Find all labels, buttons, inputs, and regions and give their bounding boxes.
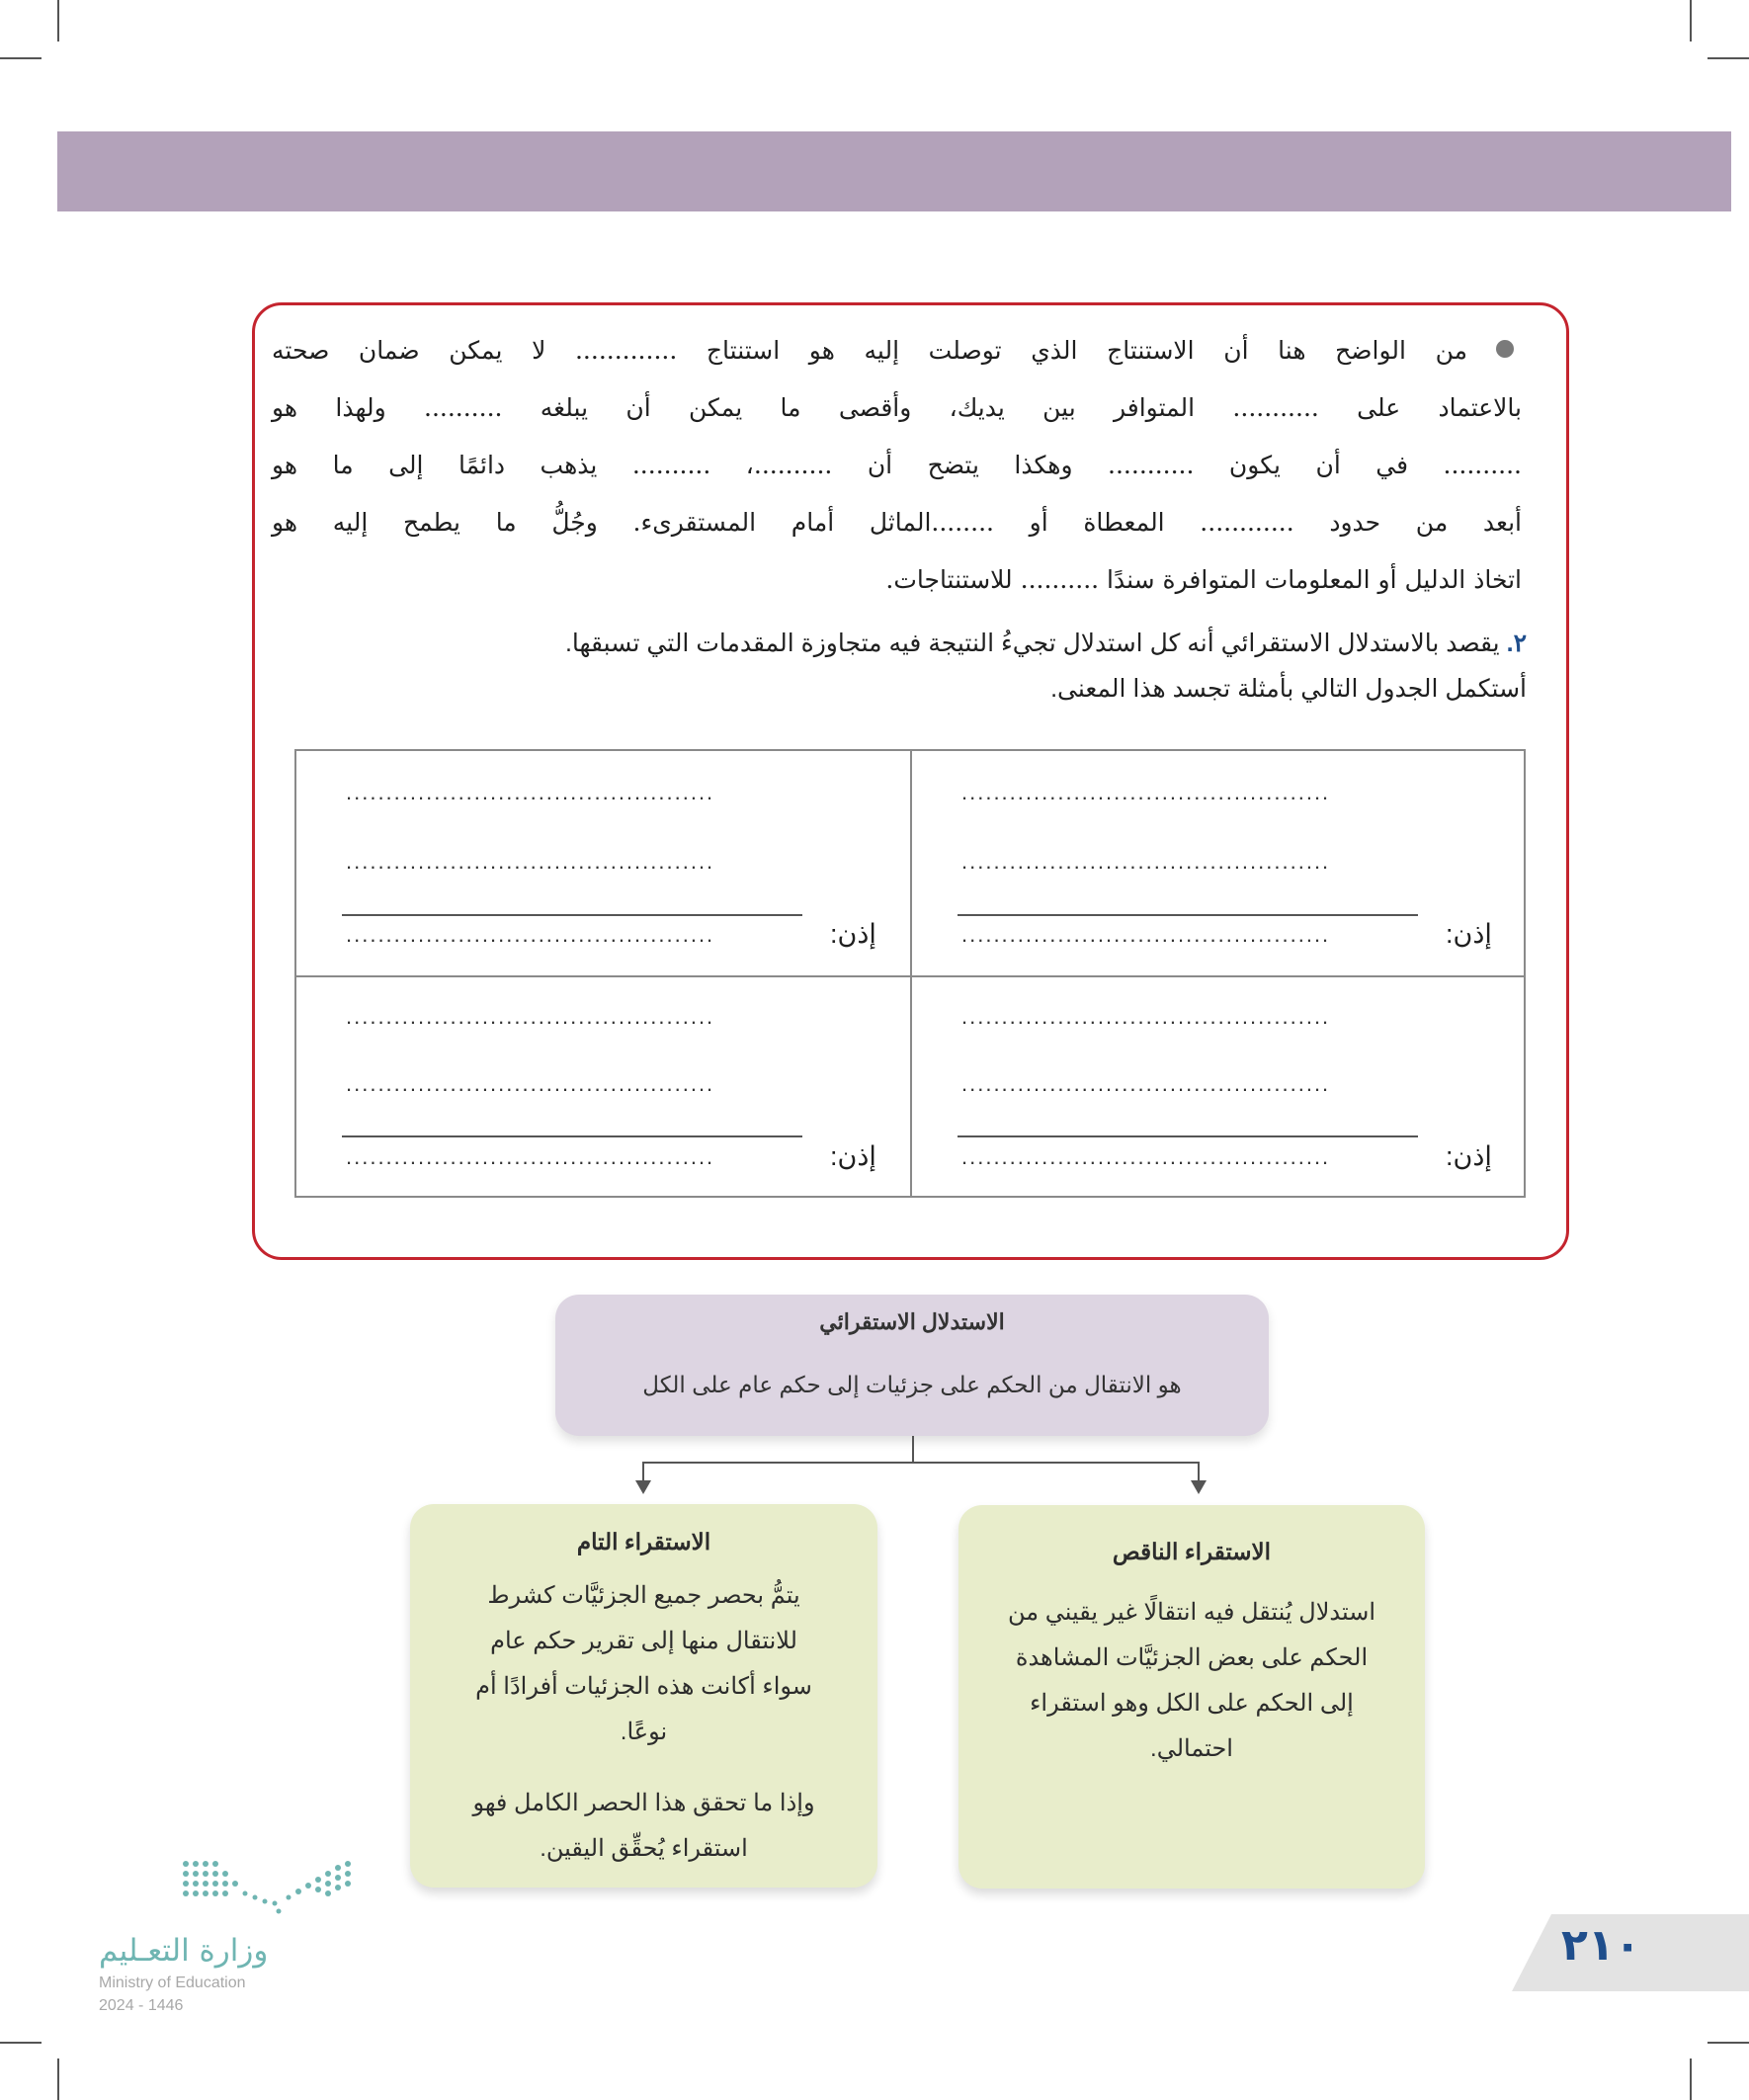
answer-blank[interactable]: .............................................. (346, 923, 715, 947)
text-line: سواء أكانت هذه الجزئيات أفرادًا أم (475, 1673, 812, 1700)
text-line: احتمالي. (1150, 1735, 1233, 1762)
table-cell[interactable] (296, 751, 909, 974)
answer-blank[interactable]: .............................................. (346, 850, 715, 874)
crop-mark (0, 2042, 42, 2044)
table-cell[interactable] (296, 977, 909, 1201)
text-line: إلى الحكم على الكل وهو استقراء (1030, 1690, 1354, 1717)
answer-blank[interactable]: .............................................. (346, 1072, 715, 1096)
crop-mark (57, 2058, 59, 2100)
crop-mark (1690, 2058, 1692, 2100)
text-line: نوعًا. (620, 1719, 668, 1745)
paragraph-line: بالاعتماد على ........... المتوافر بين يديك، وأقصى ما يمكن أن يبلغه .......... ولهذا هو (272, 393, 1522, 422)
therefore-label: إذن: (1446, 1141, 1492, 1171)
root-concept-title: الاستدلال الاستقرائي (819, 1309, 1005, 1334)
paragraph-line: .......... في أن يكون ........... وهكذا يتضح أن ..........، .......... يذهب دائمًا إلى ما هو (272, 451, 1522, 479)
paragraph-line: اتخاذ الدليل أو المعلومات المتوافرة سندًا .......... للاستنتاجات. (885, 565, 1522, 594)
edition-year: 2024 - 1446 (99, 1997, 184, 2014)
answer-blank[interactable]: .............................................. (346, 1145, 715, 1169)
text-line: للانتقال منها إلى تقرير حكم عام (490, 1628, 797, 1654)
root-concept-node (555, 1295, 1269, 1436)
table-cell[interactable] (912, 977, 1525, 1201)
complete-induction-text (450, 1573, 838, 1755)
answer-blank[interactable]: .............................................. (346, 781, 715, 804)
paragraph-line: أبعد من حدود ............ المعطاة أو ........الماثل أمام المستقرىء. وجُلُّ ما يطمح إليه هو (272, 508, 1522, 537)
answer-blank[interactable]: .............................................. (961, 923, 1331, 947)
answer-blank[interactable]: .............................................. (346, 1005, 715, 1029)
text-line: استقراء يُحقِّق اليقين. (540, 1835, 748, 1862)
incomplete-induction-node (958, 1505, 1425, 1889)
conclusion-rule (342, 914, 802, 916)
answer-blank[interactable]: .............................................. (961, 1072, 1331, 1096)
therefore-label: إذن: (1446, 919, 1492, 949)
arrow-down-icon (635, 1480, 651, 1494)
text-line: وإذا ما تحقق هذا الحصر الكامل فهو (472, 1790, 815, 1816)
ministry-name-arabic: وزارة التعـليم (99, 1933, 269, 1969)
incomplete-induction-title: الاستقراء الناقص (1112, 1539, 1272, 1564)
text-line: يتمُّ بحصر جميع الجزئيَّات كشرط (487, 1582, 800, 1609)
question-number: ٢. (1506, 630, 1527, 657)
header-band (57, 131, 1731, 211)
text-line: الحكم على بعض الجزئيَّات المشاهدة (1015, 1644, 1369, 1671)
ministry-logo (97, 1858, 354, 2016)
question-text: يقصد بالاستدلال الاستقرائي أنه كل استدلال تجيءُ النتيجة فيه متجاوزة المقدمات التي تسبقها. (564, 630, 1500, 657)
connector-line (642, 1462, 1200, 1464)
conclusion-rule (342, 1135, 802, 1137)
complete-induction-node (410, 1504, 877, 1888)
crop-mark (1690, 0, 1692, 42)
text-line: استدلال يُنتقل فيه انتقالًا غير يقيني من (1007, 1599, 1375, 1626)
page-number: ٢١٠ (1561, 1920, 1641, 1971)
therefore-label: إذن: (830, 919, 876, 949)
question-instruction: أستكمل الجدول التالي بأمثلة تجسد هذا المعنى. (1050, 675, 1527, 703)
crop-mark (1707, 2042, 1749, 2044)
arrow-down-icon (1191, 1480, 1207, 1494)
answer-blank[interactable]: .............................................. (961, 781, 1331, 804)
complete-induction-note (450, 1781, 838, 1872)
complete-induction-title: الاستقراء التام (576, 1529, 711, 1554)
therefore-label: إذن: (830, 1141, 876, 1171)
question-2 (296, 623, 1527, 714)
table-cell[interactable] (912, 751, 1525, 974)
crop-mark (57, 0, 59, 42)
answer-blank[interactable]: .............................................. (961, 1005, 1331, 1029)
root-concept-definition: هو الانتقال من الحكم على جزئيات إلى حكم عام على الكل (642, 1372, 1182, 1397)
conclusion-rule (958, 914, 1418, 916)
crop-mark (0, 57, 42, 59)
connector-line (912, 1436, 914, 1464)
conclusion-rule (958, 1135, 1418, 1137)
ministry-logo-icon (180, 1858, 358, 1917)
paragraph-line: من الواضح هنا أن الاستنتاج الذي توصلت إليه هو استنتاج ............. لا يمكن ضمان صحته (272, 336, 1467, 365)
examples-table (294, 749, 1526, 1198)
answer-blank[interactable]: .............................................. (961, 1145, 1331, 1169)
incomplete-induction-text (978, 1590, 1405, 1772)
answer-blank[interactable]: .............................................. (961, 850, 1331, 874)
ministry-name-english: Ministry of Education (99, 1974, 246, 1991)
fill-in-paragraph (272, 322, 1522, 609)
crop-mark (1707, 57, 1749, 59)
